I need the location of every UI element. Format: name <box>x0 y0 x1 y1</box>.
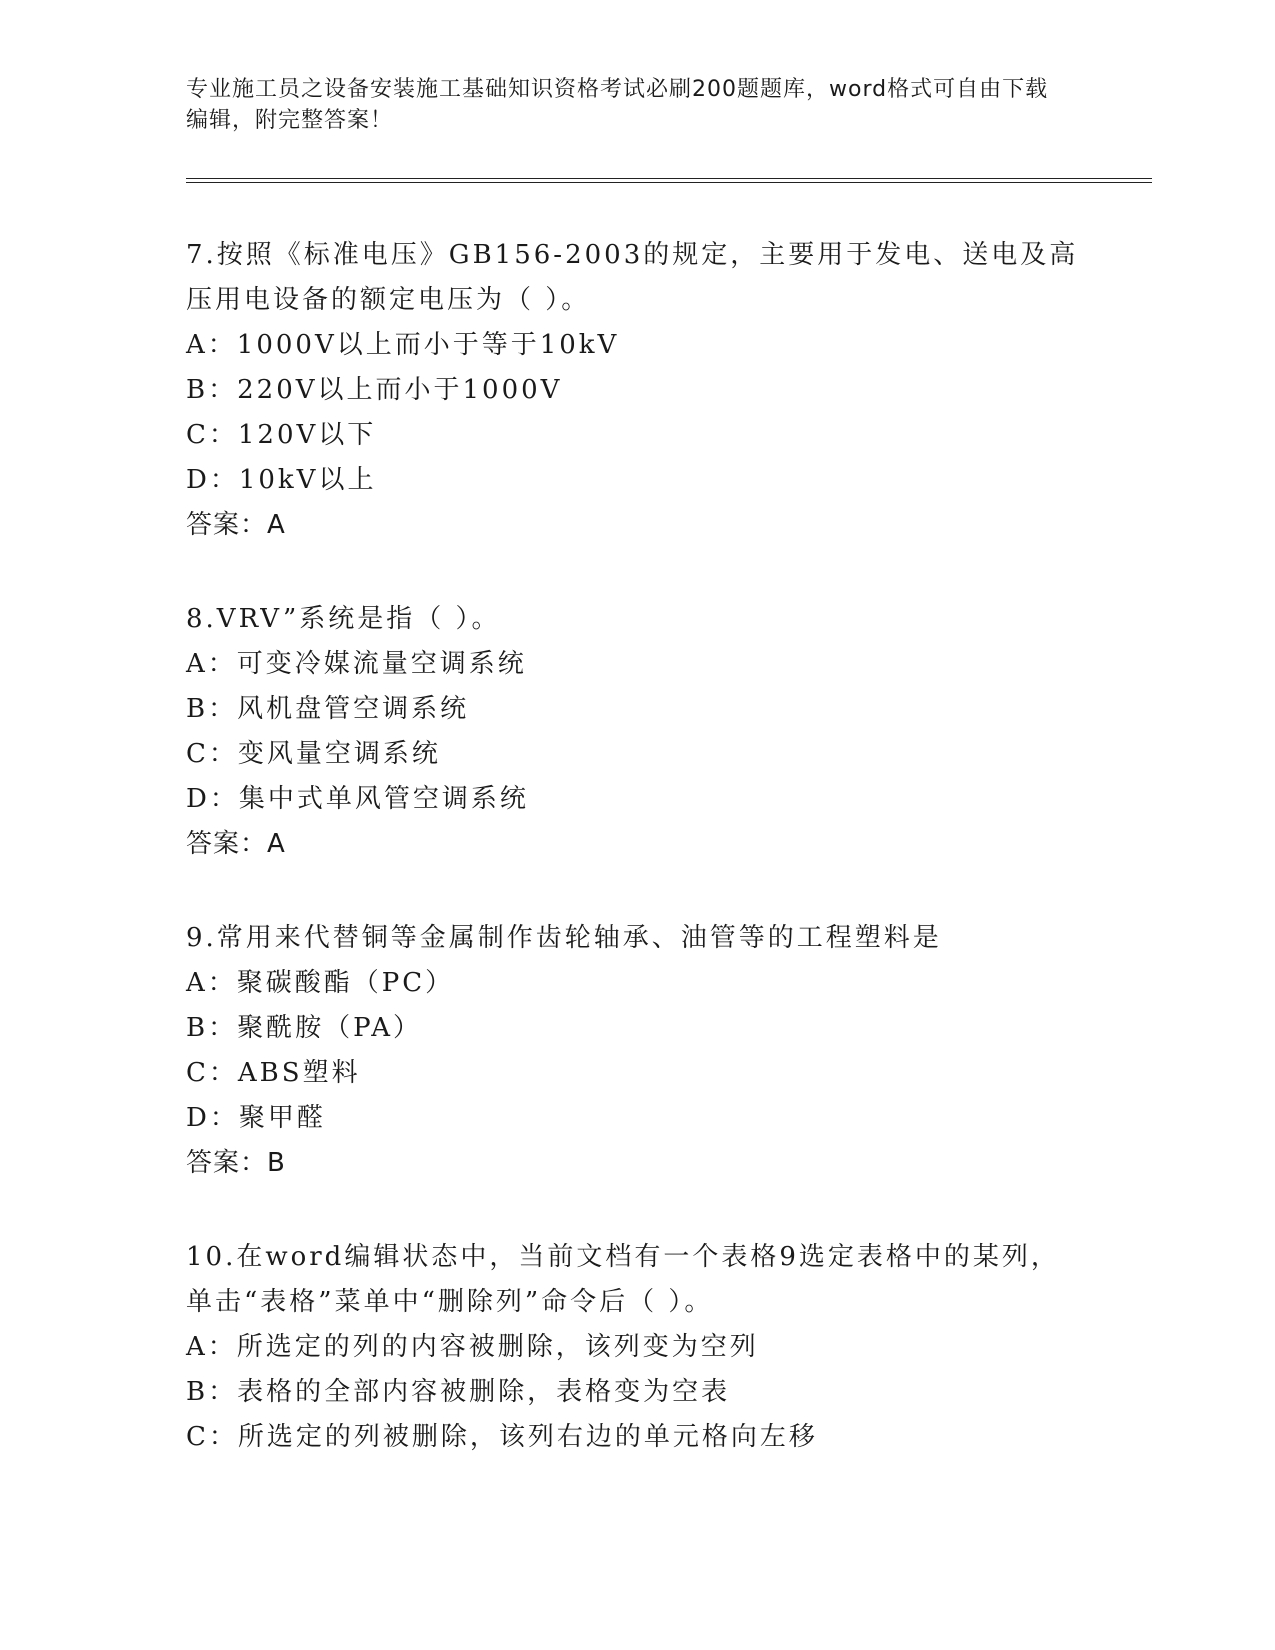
question-8 <box>186 597 1086 867</box>
answer: 答案：A <box>186 829 286 859</box>
question-stem: 10.在word编辑状态中，当前文档有一个表格9选定表格中的某列，单击“表格”菜单中“删除列”命令后（ ）。 <box>186 1242 1060 1317</box>
option-a: A：所选定的列的内容被删除，该列变为空列 <box>186 1332 759 1362</box>
question-10 <box>186 1235 1086 1460</box>
document-header: 专业施工员之设备安装施工基础知识资格考试必刷200题题库，word格式可自由下载编辑，附完整答案！ <box>186 77 1049 133</box>
option-b: B：表格的全部内容被删除，表格变为空表 <box>186 1377 731 1407</box>
option-b: B：风机盘管空调系统 <box>186 694 470 724</box>
question-7 <box>186 233 1086 548</box>
question-9 <box>186 916 1086 1186</box>
option-c: C：变风量空调系统 <box>186 739 441 769</box>
option-d: D：10kV以上 <box>186 465 377 495</box>
question-stem: 8.VRV”系统是指（ ）。 <box>186 604 501 634</box>
question-stem: 7.按照《标准电压》GB156-2003的规定，主要用于发电、送电及高压用电设备的额定电压为（ ）。 <box>186 240 1079 315</box>
option-d: D：集中式单风管空调系统 <box>186 784 529 814</box>
answer: 答案：A <box>186 510 286 540</box>
option-c: C：所选定的列被删除，该列右边的单元格向左移 <box>186 1422 818 1452</box>
option-d: D：聚甲醛 <box>186 1103 326 1133</box>
option-a: A：聚碳酸酯（PC） <box>186 968 455 998</box>
option-c: C：120V以下 <box>186 420 377 450</box>
option-c: C：ABS塑料 <box>186 1058 361 1088</box>
option-a: A：可变冷媒流量空调系统 <box>186 649 527 679</box>
option-b: B：聚酰胺（PA） <box>186 1013 422 1043</box>
answer: 答案：B <box>186 1148 286 1178</box>
option-a: A：1000V以上而小于等于10kV <box>186 330 620 360</box>
option-b: B：220V以上而小于1000V <box>186 375 563 405</box>
header-divider-top <box>186 178 1152 179</box>
header-divider-bottom <box>186 182 1152 183</box>
question-stem: 9.常用来代替铜等金属制作齿轮轴承、油管等的工程塑料是 <box>186 923 942 953</box>
